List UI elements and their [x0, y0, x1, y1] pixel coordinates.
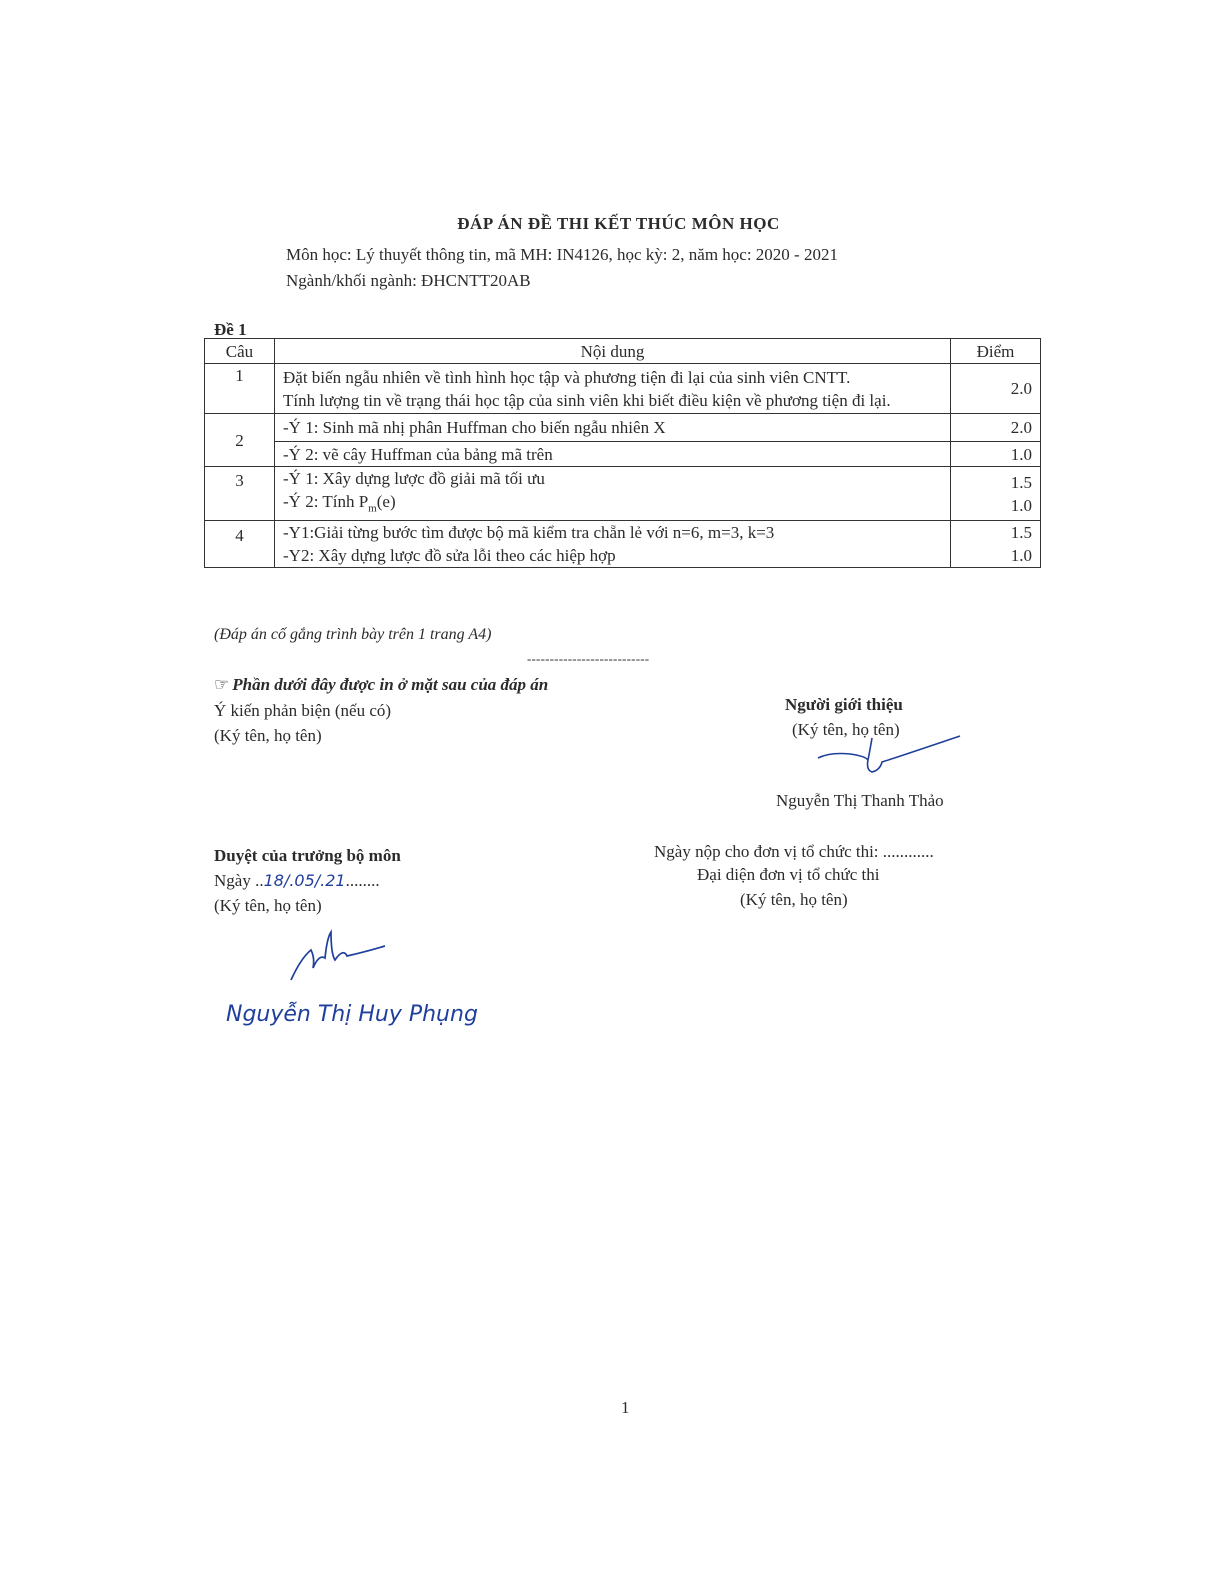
- document-title: ĐÁP ÁN ĐỀ THI KẾT THÚC MÔN HỌC: [457, 214, 780, 233]
- question-content: -Y1:Giải từng bước tìm được bộ mã kiểm tra chẵn lẻ với n=6, m=3, k=3 -Y2: Xây dựng lược đồ sửa lỗi theo các hiệp hợp: [275, 521, 951, 568]
- question-content: Đặt biến ngẫu nhiên về tình hình học tập và phương tiện đi lại của sinh viên CNTT. Tính lượng tin về trạng thái học tập của sinh viên khi biết điều kiện về phương tiện đi lại.: [275, 364, 951, 414]
- answer-table: [204, 338, 1041, 568]
- introducer-title: Người giới thiệu: [785, 695, 903, 714]
- column-header-question: Câu: [205, 339, 275, 364]
- question-number: 1: [205, 364, 275, 414]
- exam-unit-sign-hint: (Ký tên, họ tên): [740, 890, 848, 909]
- department-head-signature: [285, 928, 395, 988]
- question-score: 1.5 1.0: [951, 467, 1041, 521]
- question-content: -Ý 1: Sinh mã nhị phân Huffman cho biến ngẫu nhiên X: [275, 414, 951, 442]
- back-side-note: ☞ Phần dưới đây được in ở mặt sau của đáp án: [214, 675, 549, 694]
- format-note: (Đáp án cố gắng trình bày trên 1 trang A4): [214, 626, 492, 643]
- separator-line: ---------------------------: [527, 651, 650, 666]
- introducer-sign-hint: (Ký tên, họ tên): [792, 720, 900, 739]
- department-head-name: Nguyễn Thị Huy Phụng: [226, 1002, 478, 1027]
- table-row: [205, 521, 1041, 568]
- question-score: 1.0: [951, 442, 1041, 467]
- question-number: 2: [205, 414, 275, 467]
- subject-line: Môn học: Lý thuyết thông tin, mã MH: IN4126, học kỳ: 2, năm học: 2020 - 2021: [286, 245, 838, 264]
- question-score: 2.0: [951, 364, 1041, 414]
- column-header-content: Nội dung: [275, 339, 951, 364]
- column-header-score: Điểm: [951, 339, 1041, 364]
- department-head-sign-hint: (Ký tên, họ tên): [214, 896, 322, 915]
- page-number: 1: [621, 1398, 630, 1417]
- table-row: [205, 442, 1041, 467]
- exam-unit-title: Đại diện đơn vị tổ chức thi: [697, 865, 880, 884]
- submission-date-line: Ngày nộp cho đơn vị tổ chức thi: ............: [654, 842, 934, 861]
- reviewer-sign-hint: (Ký tên, họ tên): [214, 726, 322, 745]
- pointing-hand-icon: ☞: [214, 675, 230, 694]
- table-row: [205, 364, 1041, 414]
- major-line: Ngành/khối ngành: ĐHCNTT20AB: [286, 271, 531, 290]
- table-header-row: [205, 339, 1041, 364]
- question-number: 3: [205, 467, 275, 521]
- exam-label: Đề 1: [214, 320, 247, 339]
- table-row: [205, 467, 1041, 521]
- reviewer-title: Ý kiến phản biện (nếu có): [214, 701, 392, 720]
- approval-date: Ngày ..18/.05/.21........: [214, 871, 380, 890]
- introducer-name: Nguyễn Thị Thanh Thảo: [776, 791, 944, 810]
- question-score: 1.5 1.0: [951, 521, 1041, 568]
- question-content: -Ý 1: Xây dựng lược đồ giải mã tối ưu -Ý 2: Tính $P_m(e)$: [275, 467, 951, 521]
- introducer-signature: [810, 730, 970, 780]
- question-score: 2.0: [951, 414, 1041, 442]
- question-number: 4: [205, 521, 275, 568]
- table-row: [205, 414, 1041, 442]
- department-head-title: Duyệt của trưởng bộ môn: [214, 846, 401, 865]
- question-content: -Ý 2: vẽ cây Huffman của bảng mã trên: [275, 442, 951, 467]
